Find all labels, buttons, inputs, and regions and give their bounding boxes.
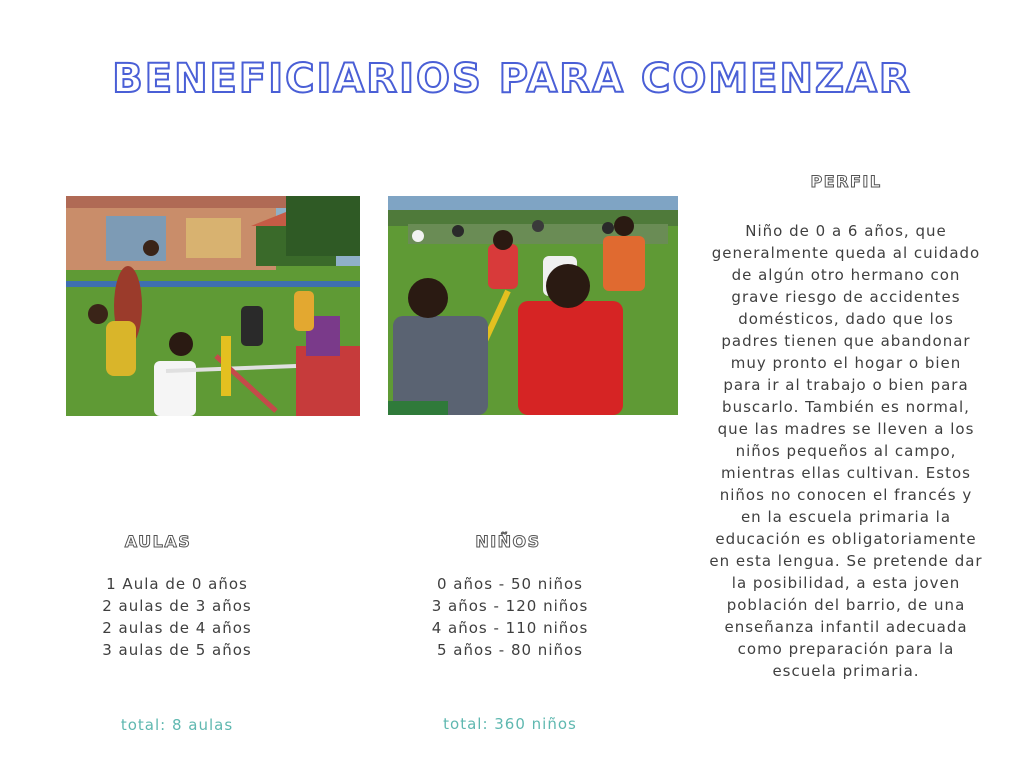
perfil-line: buscarlo. También es normal, [722, 398, 970, 416]
ninos-item: 4 años - 110 niños [431, 619, 589, 637]
perfil-line: en esta lengua. Se pretende dar [709, 552, 983, 570]
ninos-item: 3 años - 120 niños [431, 597, 589, 615]
perfil-line: muy pronto el hogar o bien [730, 354, 962, 372]
perfil-line: población del barrio, de una [726, 596, 966, 614]
perfil-line: que las madres se lleven a los [717, 420, 975, 438]
perfil-line: Niño de 0 a 6 años, que [745, 222, 947, 240]
page-title: BENEFICIARIOS PARA COMENZAR [112, 56, 912, 102]
aulas-list [62, 573, 292, 661]
ninos-item: 5 años - 80 niños [437, 641, 583, 659]
perfil-line: niños no conocen el francés y [719, 486, 973, 504]
perfil-heading: PERFIL [810, 172, 882, 191]
ninos-total: total: 360 niños [443, 715, 577, 733]
perfil-line: la posibilidad, a esta joven [731, 574, 961, 592]
perfil-line: como preparación para la [737, 640, 955, 658]
ninos-heading: NIÑOS [475, 532, 541, 551]
aulas-item: 2 aulas de 4 años [102, 619, 252, 637]
ninos-item: 0 años - 50 niños [437, 575, 583, 593]
aulas-item: 2 aulas de 3 años [102, 597, 252, 615]
photo-children-playground-2 [388, 196, 678, 415]
perfil-description [696, 220, 996, 682]
perfil-line: para ir al trabajo o bien para [723, 376, 969, 394]
perfil-line: educación es obligatoriamente [715, 530, 977, 548]
ninos-list [396, 573, 624, 661]
perfil-line: enseñanza infantil adecuada [724, 618, 968, 636]
perfil-line: niños pequeños al campo, [735, 442, 957, 460]
perfil-line: de algún otro hermano con [731, 266, 961, 284]
perfil-line: escuela primaria. [772, 662, 920, 680]
perfil-line: domésticos, dado que los [738, 310, 954, 328]
perfil-line: grave riesgo de accidentes [731, 288, 961, 306]
aulas-item: 1 Aula de 0 años [106, 575, 248, 593]
photo-children-playground-1 [66, 196, 360, 416]
perfil-line: en la escuela primaria la [740, 508, 952, 526]
perfil-line: generalmente queda al cuidado [711, 244, 981, 262]
aulas-heading: AULAS [124, 532, 192, 551]
perfil-line: mientras ellas cultivan. Estos [721, 464, 971, 482]
aulas-total: total: 8 aulas [120, 716, 234, 734]
perfil-line: padres tienen que abandonar [721, 332, 971, 350]
aulas-item: 3 aulas de 5 años [102, 641, 252, 659]
